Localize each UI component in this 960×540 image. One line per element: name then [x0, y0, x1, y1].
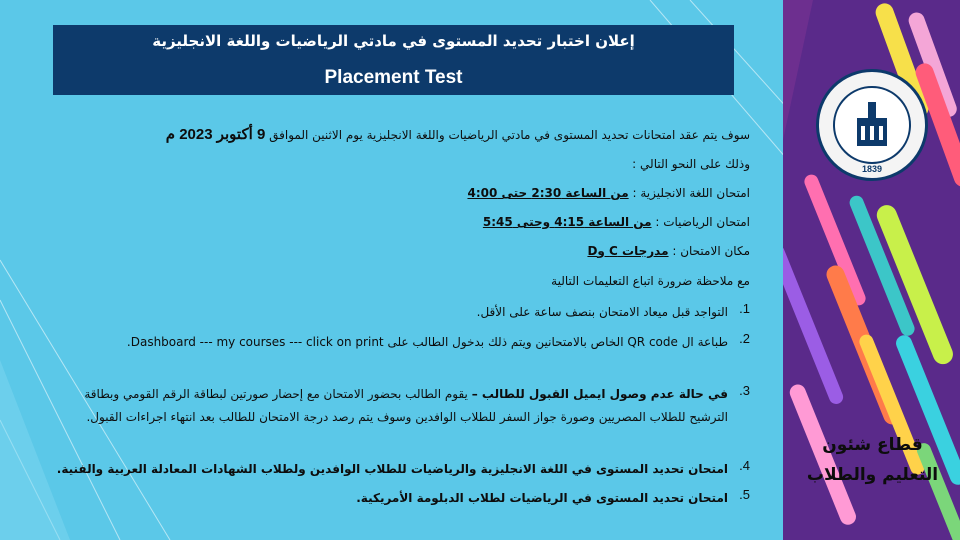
instruction-item: 1. التواجد قبل ميعاد الامتحان بنصف ساعة على الأقل.: [476, 301, 750, 319]
instruction-item: 3. في حالة عدم وصول ايميل القبول للطالب – يقوم الطالب بحضور الامتحان مع إحضار صورتين لبطاقة الرقم القومي وبطاقة الترشيح للطلاب المصريين وصورة جواز السفر للطلاب الوافدين وسوف يتم رصد درجة الامتحان للطالب بعد انتهاء اجراءات القبول.: [84, 383, 750, 424]
intro-line-2: وذلك على النحو التالي :: [632, 157, 750, 171]
faculty-logo: [816, 69, 928, 181]
intro-line: سوف يتم عقد امتحانات تحديد المستوى في مادتي الرياضيات واللغة الانجليزية يوم الاثنين الموافق 9 أكتوبر 2023 م: [165, 126, 750, 143]
instruction-item: 4. امتحان تحديد المستوى في اللغة الانجليزية والرياضيات للطلاب الوافدين ولطلاب الشهادات المعادلة العربية والفنية.: [56, 458, 750, 476]
logo-emblem-icon: [833, 86, 911, 164]
instructions-note: مع ملاحظة ضرورة اتباع التعليمات التالية: [551, 274, 750, 288]
sector-title: قطاع شئون التعليم والطلاب: [806, 435, 939, 485]
header-title-english: Placement Test: [324, 67, 463, 88]
announcement-header: [53, 25, 734, 95]
math-exam-time: من الساعة 4:15 وحتى 5:45: [482, 215, 652, 229]
header-title-arabic: إعلان اختبار تحديد المستوى في مادتي الرياضيات واللغة الانجليزية: [152, 32, 635, 50]
english-exam-time: من الساعة 2:30 حتى 4:00: [467, 186, 629, 200]
instruction-item: 5. امتحان تحديد المستوى في الرياضيات لطلاب الدبلومة الأمريكية.: [356, 487, 750, 505]
exam-location-line: مكان الامتحان : مدرجات C وD: [587, 244, 750, 258]
logo-year: 1839: [861, 164, 883, 174]
exam-date: 9 أكتوبر 2023 م: [165, 126, 266, 143]
exam-location: مدرجات C وD: [587, 244, 669, 258]
instruction-item: 2. طباعة ال QR code الخاص بالامتحانين ويتم ذلك بدخول الطالب على Dashboard --- my courses --- click on print.: [126, 331, 750, 349]
english-exam-line: امتحان اللغة الانجليزية : من الساعة 2:30 حتى 4:00: [467, 186, 750, 200]
math-exam-line: امتحان الرياضيات : من الساعة 4:15 وحتى 5:45: [482, 215, 750, 229]
